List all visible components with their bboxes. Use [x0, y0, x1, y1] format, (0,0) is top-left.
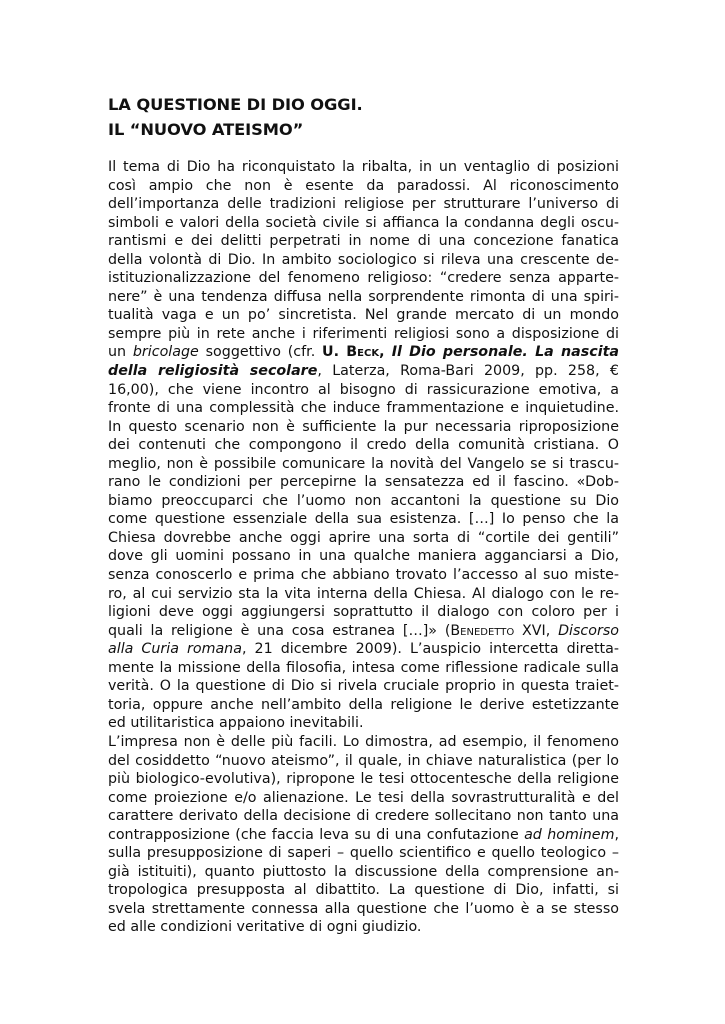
text-line: sempre più in rete anche i riferimenti religiosi sono a disposizione di: [108, 325, 619, 342]
text-line: In questo scenario non è sufficiente la pur necessaria riproposizione: [108, 418, 619, 435]
author-initial: B: [450, 622, 461, 639]
text-run: , 21 dicembre 2009). L’auspicio intercetta diretta-: [241, 641, 619, 658]
text-line: dove gli uomini possano in una qualche maniera agganciarsi a Dio,: [108, 548, 619, 565]
text-run: ,: [614, 826, 619, 843]
document-page: [108, 92, 619, 937]
citation-book-title: Il Dio personale. La nascita: [391, 344, 620, 361]
italic-term: bricolage: [132, 344, 199, 361]
citation-author: [322, 344, 379, 360]
body-text: [108, 158, 619, 937]
title-line-2: IL “NUOVO ATEISMO”: [108, 120, 304, 139]
page-title: [108, 92, 619, 142]
text-line: istituzionalizzazione del fenomeno religioso: “credere senza apparte-: [108, 270, 619, 287]
text-run: contrapposizione (che faccia leva su di una confutazione: [108, 826, 525, 843]
text-line-italic: [108, 826, 619, 845]
text-run: ,: [379, 344, 392, 361]
text-run: un: [108, 344, 133, 361]
citation-author: [450, 623, 514, 639]
author-rest: enedetto: [460, 622, 515, 639]
title-line-1: LA QUESTIONE DI DIO OGGI.: [108, 95, 363, 114]
text-run: XVI,: [514, 622, 559, 639]
italic-term: ad hominem: [524, 826, 615, 843]
text-run: quali la religione è una cosa estranea […]» (: [108, 622, 451, 639]
italic-title: alla Curia romana: [108, 641, 242, 658]
text-line: rano le condizioni per percepirne la sensatezza ed il fascino. «Dob-: [108, 474, 619, 491]
text-line: ed utilitaristica appaiono inevitabili.: [108, 715, 364, 732]
text-line: 16,00), che viene incontro al bisogno di rassicurazione emotiva, a: [108, 381, 619, 398]
text-line: del cosiddetto “nuovo ateismo”, il quale, in chiave naturalistica (per lo: [108, 752, 619, 769]
text-line: dei contenuti che compongono il credo della comunità cristiana. O: [108, 437, 619, 454]
text-line: verità. O la questione di Dio si rivela cruciale proprio in questa traiet-: [108, 678, 619, 695]
text-line: già istituiti), quanto piuttosto la discussione della comprensione an-: [108, 863, 619, 880]
text-line: svela strettamente connessa alla questione che l’uomo è a se stesso: [108, 900, 619, 917]
text-line: Il tema di Dio ha riconquistato la ribalta, in un ventaglio di posizioni: [108, 159, 619, 175]
text-line: meglio, non è possibile comunicare la novità del Vangelo se si trascu-: [108, 455, 619, 472]
text-line: come proiezione e/o alienazione. Le tesi della sovrastrutturalità e del: [108, 789, 619, 806]
text-line: rantismi e dei delitti perpetrati in nome di una concezione fanatica: [108, 233, 619, 250]
text-line: più biologico-evolutiva), ripropone le tesi ottocentesche della religione: [108, 771, 619, 788]
text-line: della volontà di Dio. In ambito sociologico si rileva una crescente de-: [108, 251, 619, 268]
italic-title: Discorso: [558, 622, 619, 639]
text-run: soggettivo (cfr.: [198, 344, 323, 361]
text-line: L’impresa non è delle più facili. Lo dimostra, ad esempio, il fenomeno: [108, 733, 619, 750]
text-line: fronte di una complessità che induce frammentazione e inquietudine.: [108, 400, 619, 417]
text-line-citation-4: [108, 640, 619, 659]
text-line: tropologica presupposta al dibattito. La questione di Dio, infatti, si: [108, 882, 619, 899]
text-line: nere” è una tendenza diffusa nella sorprendente rimonta di una spiri-: [108, 288, 619, 305]
text-line: senza conoscerlo e prima che abbiano trovato l’accesso al suo miste-: [108, 567, 619, 584]
text-line: biamo preoccuparci che l’uomo non accantoni la questione su Dio: [108, 492, 619, 509]
text-line: ed alle condizioni veritative di ogni giudizio.: [108, 919, 422, 936]
text-line: ro, al cui servizio sta la vita interna della Chiesa. Al dialogo con le re-: [108, 585, 619, 602]
text-run: , Laterza, Roma-Bari 2009, pp. 258, €: [317, 363, 619, 380]
citation-book-title-cont: della religiosità secolare: [108, 363, 318, 380]
author-initial: U. B: [322, 344, 358, 361]
text-line-citation-1: [108, 343, 619, 362]
text-line: così ampio che non è esente da paradossi. Al riconoscimento: [108, 177, 619, 194]
text-line: carattere derivato della decisione di credere sollecitano non tanto una: [108, 808, 619, 825]
text-line-citation-3: [108, 622, 619, 641]
text-line: Chiesa dovrebbe anche oggi aprire una sorta di “cortile dei gentili”: [108, 529, 619, 546]
text-line-citation-2: [108, 362, 619, 381]
text-line: come questione essenziale della sua esistenza. […] Io penso che la: [108, 511, 619, 528]
text-line: dell’importanza delle tradizioni religiose per strutturare l’universo di: [108, 196, 619, 213]
text-line: tualità vaga e un po’ sincretista. Nel grande mercato di un mondo: [108, 307, 619, 324]
text-line: simboli e valori della società civile si affianca la condanna degli oscu-: [108, 214, 619, 231]
text-line: ligioni deve oggi aggiungersi soprattutto il dialogo con coloro per i: [108, 604, 619, 621]
author-rest: eck: [357, 344, 380, 361]
text-line: mente la missione della filosofia, intesa come riflessione radicale sulla: [108, 659, 619, 676]
text-line: toria, oppure anche nell’ambito della religione le derive estetizzante: [108, 696, 619, 713]
text-line: sulla presupposizione di saperi – quello scientifico e quello teologico –: [108, 845, 619, 862]
